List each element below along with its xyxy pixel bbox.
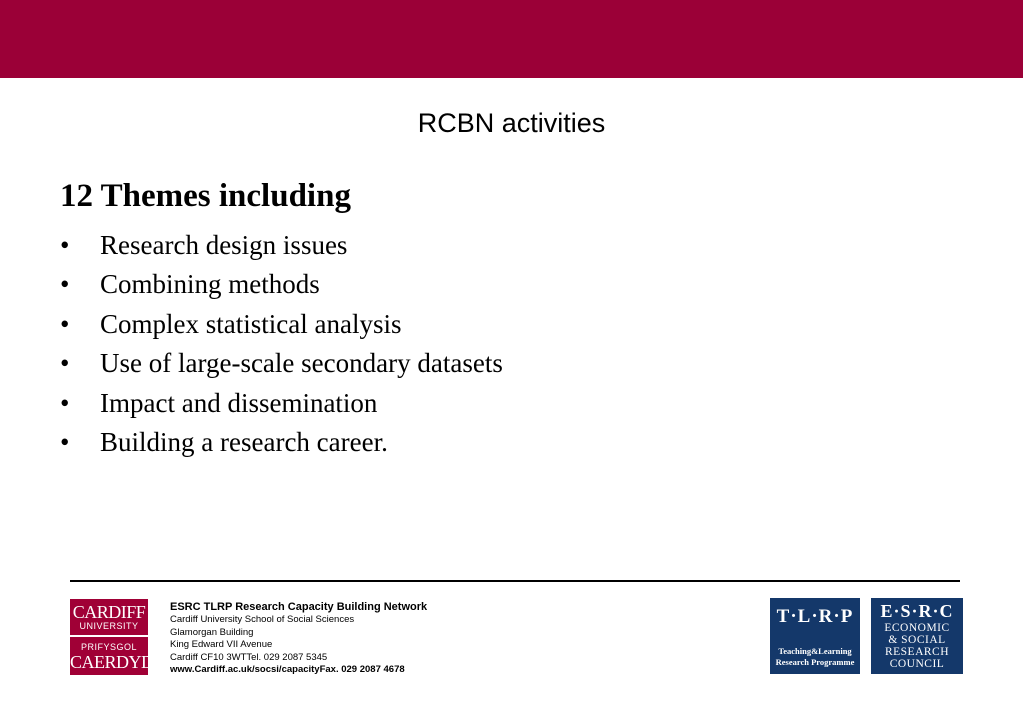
- network-name: ESRC TLRP Research Capacity Building Network: [170, 601, 428, 613]
- esrc-logo-line5: COUNCIL: [889, 658, 945, 670]
- cardiff-logo-line3: PRIFYSGOL: [80, 642, 137, 652]
- list-item-text: Use of large-scale secondary datasets: [100, 348, 503, 379]
- tlrp-logo-line3: Research Programme: [775, 657, 855, 667]
- list-item: [60, 267, 503, 306]
- list-item-text: Building a research career.: [100, 426, 388, 457]
- esrc-logo-line3: & SOCIAL: [888, 634, 946, 646]
- bullet-icon: •: [60, 269, 70, 300]
- footer-address: [170, 601, 427, 677]
- list-item-text: Impact and dissemination: [100, 387, 378, 418]
- themes-heading: 12 Themes including: [60, 178, 351, 214]
- list-item: [60, 386, 503, 425]
- list-item-text: Research design issues: [100, 230, 348, 260]
- top-color-band: [0, 0, 1023, 78]
- cardiff-logo-line2: UNIVERSITY: [79, 621, 139, 631]
- footer-divider: [70, 580, 960, 582]
- slide-title: RCBN activities: [417, 108, 606, 138]
- bullet-icon: •: [60, 426, 70, 457]
- list-item: [60, 228, 503, 267]
- tlrp-logo-title: T·L·R·P: [776, 606, 854, 627]
- web-fax-line: www.Cardiff.ac.uk/socsi/capacityFax. 029 2087 4678: [170, 664, 405, 675]
- cardiff-logo-divider: [70, 635, 148, 637]
- esrc-logo: [871, 598, 963, 674]
- esrc-logo-title: E·S·R·C: [880, 601, 954, 621]
- cardiff-logo-line4: CAERDYDD: [70, 652, 167, 672]
- list-item-text: Complex statistical analysis: [100, 308, 402, 339]
- bullet-icon: •: [60, 348, 70, 379]
- list-item: [60, 346, 503, 385]
- esrc-logo-line4: RESEARCH: [884, 646, 950, 658]
- address-line: King Edward VII Avenue: [170, 639, 273, 650]
- list-item-text: Combining methods: [100, 269, 320, 300]
- address-line: Cardiff University School of Social Sciences: [170, 614, 355, 625]
- bullet-icon: •: [60, 308, 70, 339]
- tlrp-logo: [770, 598, 860, 674]
- esrc-logo-line2: ECONOMIC: [884, 622, 950, 634]
- themes-list: [60, 228, 503, 464]
- tlrp-logo-subtitle: [770, 646, 860, 668]
- bullet-icon: •: [60, 387, 70, 418]
- tlrp-logo-line2: Teaching&Learning: [778, 646, 852, 656]
- cardiff-university-logo: [70, 599, 167, 675]
- list-item: [60, 307, 503, 346]
- cardiff-logo-line1: CARDIFF: [72, 602, 146, 622]
- bullet-icon: •: [60, 230, 70, 260]
- list-item: [60, 425, 503, 464]
- address-line: Cardiff CF10 3WTTel. 029 2087 5345: [170, 651, 328, 663]
- address-line: Glamorgan Building: [170, 626, 254, 638]
